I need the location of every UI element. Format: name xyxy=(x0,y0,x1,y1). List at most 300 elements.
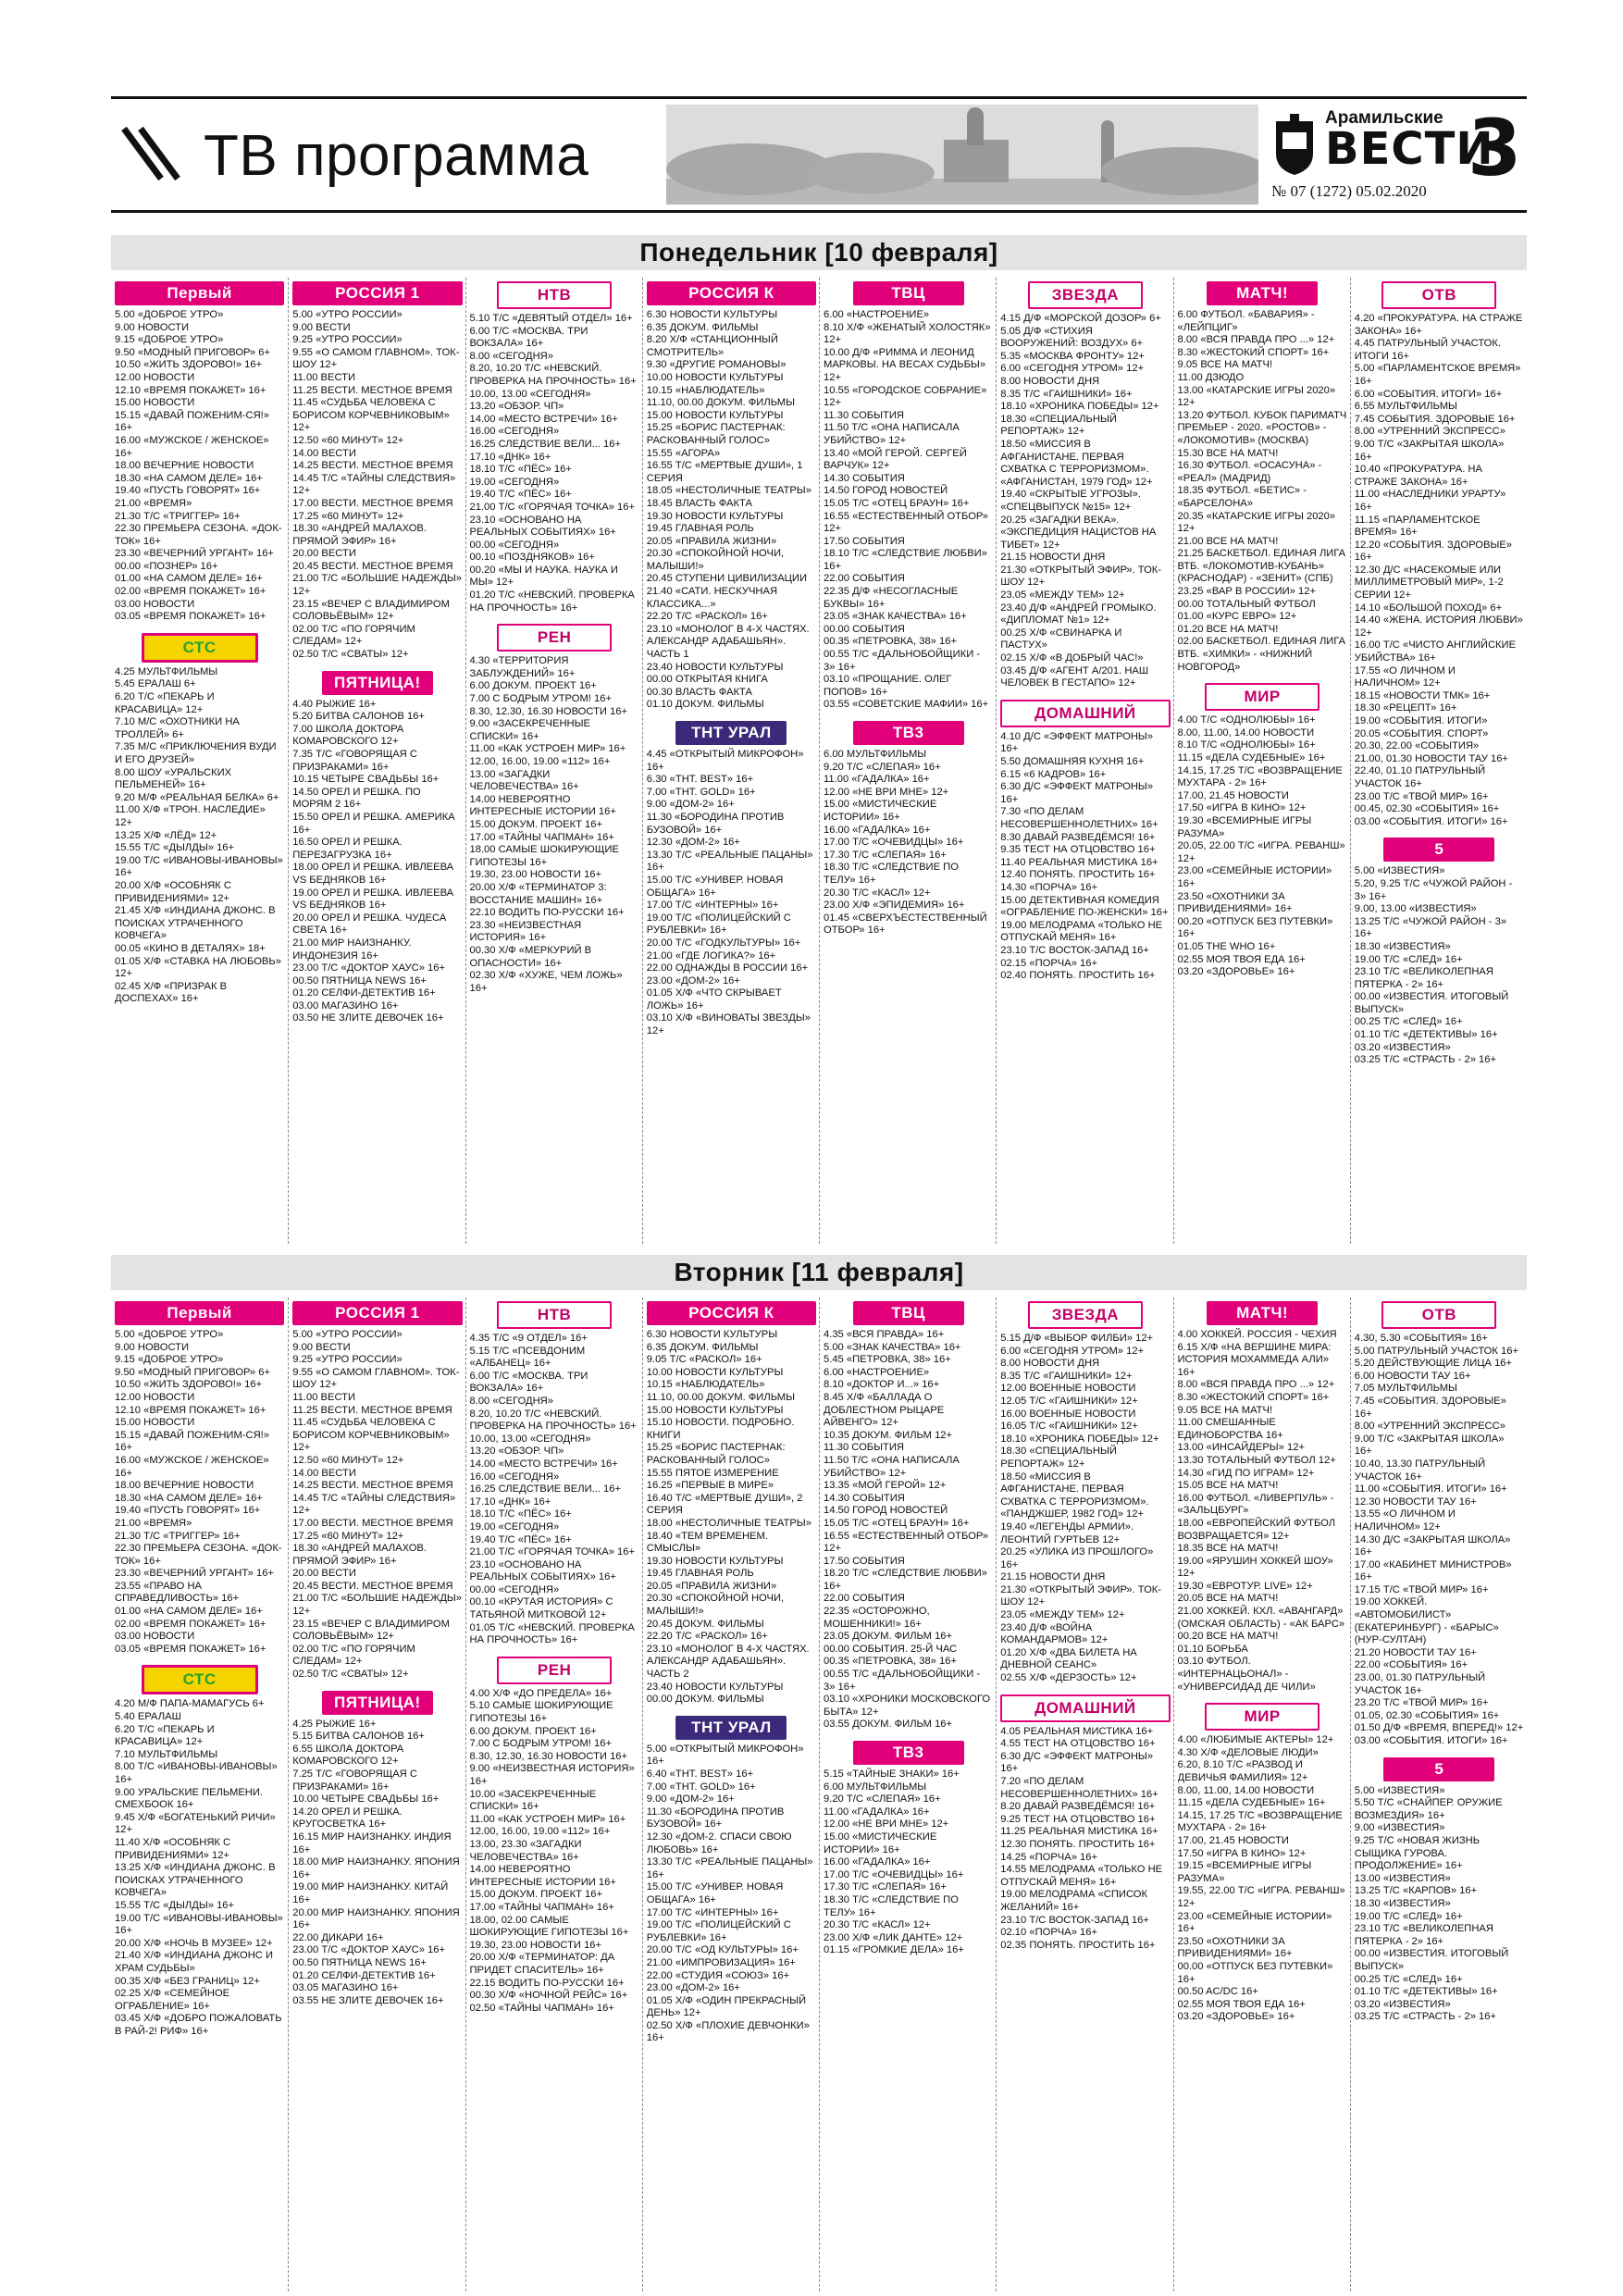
program-item: 8.30 ДАВАЙ РАЗВЕДЁМСЯ! 16+ xyxy=(1000,831,1156,843)
channel-column xyxy=(996,1297,1173,2291)
program-item: 21.40 Х/Ф «ИНДИАНА ДЖОНС И ХРАМ СУДЬБЫ» xyxy=(115,1950,274,1974)
program-item: 11.10, 00.00 ДОКУМ. ФИЛЬМЫ xyxy=(646,397,796,409)
program-item: 13.00 «ИНСАЙДЕРЫ» 12+ xyxy=(1177,1442,1305,1454)
program-item: 14.30 СОБЫТИЯ xyxy=(824,472,905,484)
program-item: 17.00 Т/С «ИНТЕРНЫ» 16+ xyxy=(646,1906,779,1918)
program-item: 17.00 «ТАЙНЫ ЧАПМАН» 16+ xyxy=(469,831,614,843)
program-list xyxy=(1000,731,1170,983)
program-item: 23.00 «ДОМ-2» 16+ xyxy=(646,974,740,987)
program-list xyxy=(470,1688,639,2015)
program-item: 15.00 ДОКУМ. ПРОЕКТ 16+ xyxy=(469,1889,603,1901)
program-item: 20.05 «СОБЫТИЯ. СПОРТ» xyxy=(1354,727,1489,739)
program-list xyxy=(1355,313,1524,828)
program-item: 21.20 НОВОСТИ ТАУ 16+ xyxy=(1354,1646,1477,1658)
program-item: 5.40 ЕРАЛАШ xyxy=(115,1711,181,1723)
program-item: 03.20 «ЗДОРОВЬЕ» 16+ xyxy=(1177,966,1295,978)
program-item: 6.20 Т/С «ПЕКАРЬ И КРАСАВИЦА» 12+ xyxy=(115,1723,215,1748)
program-item: 20.45 СТУПЕНИ ЦИВИЛИЗАЦИИ xyxy=(646,573,808,585)
program-item: 15.00 ДЕТЕКТИВНАЯ КОМЕДИЯ «ОГРАБЛЕНИЕ ПО-ЖЕНСКИ» 16+ xyxy=(1000,894,1169,919)
program-item: 8.00 НОВОСТИ ДНЯ xyxy=(1000,375,1100,387)
program-item: 11.45 «СУДЬБА ЧЕЛОВЕКА С БОРИСОМ КОРЧЕВНИКОВЫМ» 12+ xyxy=(292,397,450,434)
program-item: 9.00, 13.00 «ИЗВЕСТИЯ» xyxy=(1354,903,1477,915)
program-item: 20.30 Т/С «КАСЛ» 12+ xyxy=(824,1919,931,1931)
program-item: 01.10 Т/С «ДЕТЕКТИВЫ» 16+ xyxy=(1354,1029,1498,1041)
program-item: 6.00 Т/С «МОСКВА. ТРИ ВОКЗАЛА» 16+ xyxy=(469,325,588,350)
program-item: 01.05 THE WHO 16+ xyxy=(1177,940,1276,952)
program-item: 12.00 НОВОСТИ xyxy=(115,371,195,383)
program-item: 8.00, 11.00, 14.00 НОВОСТИ xyxy=(1177,726,1315,738)
program-item: 23.00 «СЕМЕЙНЫЕ ИСТОРИИ» 16+ xyxy=(1177,865,1332,889)
program-item: 19.15 «ВСЕМИРНЫЕ ИГРЫ РАЗУМА» xyxy=(1177,1860,1312,1884)
program-item: 10.15 «НАБЛЮДАТЕЛЬ» xyxy=(646,1379,765,1391)
newspaper-page xyxy=(111,96,1527,2044)
program-item: 16.00 «МУЖСКОЕ / ЖЕНСКОЕ» 16+ xyxy=(115,1454,269,1479)
program-item: 8.20 ДАВАЙ РАЗВЕДЁМСЯ! 16+ xyxy=(1000,1801,1156,1813)
program-item: 16.15 МИР НАИЗНАНКУ. ИНДИЯ 16+ xyxy=(292,1831,452,1855)
program-item: 6.00 «СЕГОДНЯ УТРОМ» 12+ xyxy=(1000,1345,1145,1357)
program-item: 4.20 М/Ф ПАПА-МАМАГУСЬ 6+ xyxy=(115,1698,265,1710)
program-item: 02.15 «ПОРЧА» 16+ xyxy=(1000,957,1098,969)
program-item: 19.40 Т/С «ПЁС» 16+ xyxy=(469,1533,572,1545)
program-item: 9.00 Т/С «ЗАКРЫТАЯ ШКОЛА» 16+ xyxy=(1354,1433,1505,1458)
channel-logo: ОТВ xyxy=(1381,281,1496,309)
program-item: 22.00 СОБЫТИЯ xyxy=(824,1593,905,1605)
program-item: 18.00 ОРЕЛ И РЕШКА. ИВЛЕЕВА VS БЕДНЯКОВ 16+ xyxy=(292,862,454,886)
program-item: 03.50 НЕ ЗЛИТЕ ДЕВОЧЕК 16+ xyxy=(292,1012,444,1024)
program-item: 17.10 «ДНК» 16+ xyxy=(469,451,551,463)
program-item: 02.50 Т/С «СВАТЫ» 12+ xyxy=(292,1669,409,1681)
program-item: 9.50 «МОДНЫЙ ПРИГОВОР» 6+ xyxy=(115,1366,270,1378)
program-item: 17.50 СОБЫТИЯ xyxy=(824,535,905,547)
program-item: 18.00 «ЕВРОПЕЙСКИЙ ФУТБОЛ ВОЗВРАЩАЕТСЯ» 12+ xyxy=(1177,1517,1336,1542)
program-item: 7.00 ШКОЛА ДОКТОРА КОМАРОВСКОГО 12+ xyxy=(292,723,404,748)
program-item: 14.00 «МЕСТО ВСТРЕЧИ» 16+ xyxy=(469,1458,618,1470)
program-item: 03.00 НОВОСТИ xyxy=(115,1631,195,1643)
program-item: 16.00 ФУТБОЛ. «ЛИВЕРПУЛЬ» - «ЗАЛЬЦБУРГ» xyxy=(1177,1492,1334,1517)
program-item: 11.00 «КАК УСТРОЕН МИР» 16+ xyxy=(469,743,626,755)
program-item: 00.00 «ИЗВЕСТИЯ. ИТОГОВЫЙ ВЫПУСК» xyxy=(1354,1948,1509,1972)
program-item: 14.00 НЕВЕРОЯТНО ИНТЕРЕСНЫЕ ИСТОРИИ 16+ xyxy=(469,1864,616,1888)
program-item: 12.30 Д/С «НАСЕКОМЫЕ ИЛИ МИЛЛИМЕТРОВЫЙ МИР», 1-2 СЕРИИ 12+ xyxy=(1354,564,1504,602)
program-item: 16.25 «ПЕРВЫЕ В МИРЕ» xyxy=(646,1480,774,1492)
program-item: 6.00 «НАСТРОЕНИЕ» xyxy=(824,1366,930,1378)
program-list xyxy=(1000,1726,1170,1953)
program-item: 10.15 ЧЕТЫРЕ СВАДЬБЫ 16+ xyxy=(292,774,440,786)
program-item: 6.00 «НАСТРОЕНИЕ» xyxy=(824,309,930,320)
program-item: 02.30 Х/Ф «ХУЖЕ, ЧЕМ ЛОЖЬ» 16+ xyxy=(469,970,623,994)
program-item: 6.15 Х/Ф «НА ВЕРШИНЕ МИРА: ИСТОРИЯ МОХАММЕДА АЛИ» 16+ xyxy=(1177,1341,1332,1378)
program-item: 21.00 ХОККЕЙ. КХЛ. «АВАНГАРД» (ОМСКАЯ ОБЛАСТЬ) - «АК БАРС» xyxy=(1177,1606,1345,1630)
program-item: 14.10 «БОЛЬШОЙ ПОХОД» 6+ xyxy=(1354,602,1503,614)
program-item: 23.40 Д/Ф «АНДРЕЙ ГРОМЫКО. «ДИПЛОМАТ №1» 12+ xyxy=(1000,602,1157,627)
program-item: 00.35 «ПЕТРОВКА, 38» 16+ xyxy=(824,636,957,648)
program-item: 00.25 Х/Ф «СВИНАРКА И ПАСТУХ» xyxy=(1000,627,1122,652)
program-item: 19.00 Т/С «СЛЕД» 16+ xyxy=(1354,953,1463,965)
program-item: 01.20 СЕЛФИ-ДЕТЕКТИВ 16+ xyxy=(292,1969,436,1981)
program-item: 16.25 СЛЕДСТВИЕ ВЕЛИ... 16+ xyxy=(469,438,622,450)
program-item: 17.10 «ДНК» 16+ xyxy=(469,1496,551,1508)
program-item: 17.00 ВЕСТИ. МЕСТНОЕ ВРЕМЯ xyxy=(292,1517,453,1529)
program-item: 23.30 «ВЕЧЕРНИЙ УРГАНТ» 16+ xyxy=(115,1568,274,1580)
program-item: 9.00 «ИЗВЕСТИЯ» xyxy=(1354,1822,1445,1834)
program-item: 5.20, 9.25 Т/С «ЧУЖОЙ РАЙОН - 3» 16+ xyxy=(1354,877,1513,902)
program-item: 6.30 Д/С «ЭФФЕКТ МАТРОНЫ» 16+ xyxy=(1000,781,1154,805)
program-item: 9.05 Т/С «РАСКОЛ» 16+ xyxy=(646,1354,762,1366)
program-item: 17.25 «60 МИНУТ» 12+ xyxy=(292,1530,404,1542)
program-item: 18.10 Т/С «ПЁС» 16+ xyxy=(469,1508,572,1520)
program-item: 15.00 Т/С «УНИВЕР. НОВАЯ ОБЩАГА» 16+ xyxy=(646,1881,784,1905)
header-photo xyxy=(666,105,1258,205)
program-item: 23.10 Т/С ВОСТОК-ЗАПАД 16+ xyxy=(1000,944,1149,956)
program-item: 13.20 ФУТБОЛ. КУБОК ПАРИМАТЧ ПРЕМЬЕР - 2020. «РОСТОВ» - «ЛОКОМОТИВ» (МОСКВА) xyxy=(1177,409,1347,446)
program-item: 03.10 ФУТБОЛ. «ИНТЕРНАЦЬОНАЛ» - «УНИВЕРСИДАД ДЕ ЧИЛИ» xyxy=(1177,1656,1316,1693)
program-item: 6.00 ФУТБОЛ. «БАВАРИЯ» - «ЛЕЙПЦИГ» xyxy=(1177,309,1315,333)
program-item: 14.40 «ЖЕНА. ИСТОРИЯ ЛЮБВИ» 12+ xyxy=(1354,614,1523,639)
program-item: 16.00 ВОЕННЫЕ НОВОСТИ xyxy=(1000,1408,1136,1420)
program-item: 02.35 ПОНЯТЬ. ПРОСТИТЬ 16+ xyxy=(1000,1939,1156,1951)
program-item: 02.40 ПОНЯТЬ. ПРОСТИТЬ 16+ xyxy=(1000,970,1156,982)
program-item: 4.35 «ВСЯ ПРАВДА» 16+ xyxy=(824,1329,945,1340)
program-item: 19.00 «СОБЫТИЯ. ИТОГИ» xyxy=(1354,715,1488,726)
program-item: 15.55 ПЯТОЕ ИЗМЕРЕНИЕ xyxy=(646,1467,779,1479)
program-item: 18.00 ВЕЧЕРНИЕ НОВОСТИ xyxy=(115,460,254,472)
day-heading: Понедельник [10 февраля] xyxy=(111,235,1527,270)
channel-logo: МИР xyxy=(1205,1703,1319,1731)
program-item: 15.50 ОРЕЛ И РЕШКА. АМЕРИКА 16+ xyxy=(292,811,455,836)
program-item: 18.00 ВЕЧЕРНИЕ НОВОСТИ xyxy=(115,1480,254,1492)
program-item: 6.00 МУЛЬТФИЛЬМЫ xyxy=(824,749,927,760)
channel-logo: НТВ xyxy=(497,281,612,309)
program-item: 19.00 «СЕГОДНЯ» xyxy=(469,476,560,488)
program-item: 13.00 «ИЗВЕСТИЯ» xyxy=(1354,1872,1451,1884)
program-item: 12.30 НОВОСТИ ТАУ 16+ xyxy=(1354,1496,1477,1508)
program-item: 7.05 МУЛЬТФИЛЬМЫ xyxy=(1354,1383,1457,1395)
program-item: 15.55 «АГОРА» xyxy=(646,447,721,459)
channel-logo: 5 xyxy=(1383,1757,1494,1781)
program-item: 5.00 «ДОБРОЕ УТРО» xyxy=(115,309,224,320)
channel-logo: ЗВЕЗДА xyxy=(1028,281,1143,309)
program-item: 22.35 «ОСТОРОЖНО, МОШЕННИКИ!» 16+ xyxy=(824,1606,930,1630)
program-item: 02.50 Х/Ф «ПЛОХИЕ ДЕВЧОНКИ» 16+ xyxy=(646,2019,810,2044)
program-item: 00.30 ВЛАСТЬ ФАКТА xyxy=(646,686,752,698)
program-item: 8.00 ШОУ «УРАЛЬСКИХ ПЕЛЬМЕНЕЙ» 16+ xyxy=(115,766,232,791)
program-item: 20.05 «ПРАВИЛА ЖИЗНИ» xyxy=(646,535,777,547)
program-item: 19.30, 23.00 НОВОСТИ 16+ xyxy=(469,1939,602,1951)
program-item: 13.25 Х/Ф «ИНДИАНА ДЖОНС. В ПОИСКАХ УТРАЧЕННОГО КОВЧЕГА» xyxy=(115,1862,276,1899)
program-item: 14.50 ОРЕЛ И РЕШКА. ПО МОРЯМ 2 16+ xyxy=(292,786,421,811)
program-item: 9.15 «ДОБРОЕ УТРО» xyxy=(115,334,224,346)
channel-logo: РОССИЯ 1 xyxy=(292,1301,462,1325)
program-item: 12.30 ПОНЯТЬ. ПРОСТИТЬ 16+ xyxy=(1000,1838,1156,1850)
program-item: 23.50 «ОХОТНИКИ ЗА ПРИВИДЕНИЯМИ» 16+ xyxy=(1177,890,1293,915)
program-item: 15.00 НОВОСТИ xyxy=(115,397,195,409)
program-item: 19.00 Т/С «ПОЛИЦЕЙСКИЙ С РУБЛЕВКИ» 16+ xyxy=(646,1919,791,1943)
program-item: 6.30 НОВОСТИ КУЛЬТУРЫ xyxy=(646,1329,778,1340)
program-item: 14.25 «ПОРЧА» 16+ xyxy=(1000,1851,1098,1863)
program-item: 23.10 «МОНОЛОГ В 4-Х ЧАСТЯХ. АЛЕКСАНДР АДАБАШЬЯН». ЧАСТЬ 2 xyxy=(646,1643,810,1681)
program-list xyxy=(1178,714,1347,978)
program-item: 7.20 «ПО ДЕЛАМ НЕСОВЕРШЕННОЛЕТНИХ» 16+ xyxy=(1000,1776,1158,1800)
program-item: 14.45 Т/С «ТАЙНЫ СЛЕДСТВИЯ» 12+ xyxy=(292,472,456,497)
program-item: 23.10 «ОСНОВАНО НА РЕАЛЬНЫХ СОБЫТИЯХ» 16+ xyxy=(469,1558,616,1583)
program-item: 18.30 «РЕЦЕПТ» 16+ xyxy=(1354,702,1457,714)
program-item: 16.00 «ГАДАЛКА» 16+ xyxy=(824,824,931,836)
program-list xyxy=(292,699,462,1025)
program-item: 17.50 СОБЫТИЯ xyxy=(824,1555,905,1567)
program-item: 13.25 Т/С «КАРПОВ» 16+ xyxy=(1354,1885,1478,1897)
program-list xyxy=(824,1769,993,1957)
program-item: 03.05 «ВРЕМЯ ПОКАЖЕТ» 16+ xyxy=(115,1643,266,1655)
program-item: 8.00 «ВСЯ ПРАВДА ПРО ...» 12+ xyxy=(1177,1379,1335,1391)
program-item: 20.30 «СПОКОЙНОЙ НОЧИ, МАЛЫШИ!» xyxy=(646,1593,785,1618)
program-item: 00.00 СОБЫТИЯ xyxy=(824,623,905,635)
program-item: 23.05 «ЗНАК КАЧЕСТВА» 16+ xyxy=(824,611,967,623)
program-item: 9.00 ВЕСТИ xyxy=(292,1341,351,1353)
brand-main: ВЕСТИ xyxy=(1325,123,1494,175)
program-item: 03.25 Т/С «СТРАСТЬ - 2» 16+ xyxy=(1354,1054,1497,1066)
program-item: 00.00 ТОТАЛЬНЫЙ ФУТБОЛ xyxy=(1177,598,1316,610)
program-list xyxy=(1178,1329,1347,1694)
program-list xyxy=(1000,313,1170,690)
program-item: 21.30 «ОТКРЫТЫЙ ЭФИР». ТОК-ШОУ 12+ xyxy=(1000,1583,1162,1608)
program-item: 02.15 Х/Ф «В ДОБРЫЙ ЧАС!» xyxy=(1000,652,1144,664)
program-item: 23.40 НОВОСТИ КУЛЬТУРЫ xyxy=(646,661,784,673)
program-item: 19.00 «СЕГОДНЯ» xyxy=(469,1520,560,1533)
program-item: 13.35 «МОЙ ГЕРОЙ» 12+ xyxy=(824,1480,947,1492)
program-item: 03.05 МАГАЗИНО 16+ xyxy=(292,1982,399,1994)
program-item: 11.00 «СОБЫТИЯ. ИТОГИ» 16+ xyxy=(1354,1483,1507,1496)
program-item: 16.55 «ЕСТЕСТВЕННЫЙ ОТБОР» 12+ xyxy=(824,510,988,535)
program-item: 4.30, 5.30 «СОБЫТИЯ» 16+ xyxy=(1354,1333,1488,1344)
program-item: 17.00 «ТАЙНЫ ЧАПМАН» 16+ xyxy=(469,1901,614,1913)
program-item: 14.00 «МЕСТО ВСТРЕЧИ» 16+ xyxy=(469,413,618,425)
program-item: 4.25 МУЛЬТФИЛЬМЫ xyxy=(115,665,218,677)
program-item: 10.55 «ГОРОДСКОЕ СОБРАНИЕ» 12+ xyxy=(824,384,987,409)
program-item: 19.00 МЕЛОДРАМА «ТОЛЬКО НЕ ОТПУСКАЙ МЕНЯ» 16+ xyxy=(1000,919,1163,944)
program-item: 12.40 ПОНЯТЬ. ПРОСТИТЬ 16+ xyxy=(1000,869,1156,881)
program-item: 7.10 М/С «ОХОТНИКИ НА ТРОЛЛЕЙ» 6+ xyxy=(115,716,240,740)
program-item: 03.10 «ХРОНИКИ МОСКОВСКОГО БЫТА» 12+ xyxy=(824,1694,991,1718)
program-item: 02.50 Т/С «СВАТЫ» 12+ xyxy=(292,649,409,661)
program-item: 20.00 Х/Ф «ТЕРМИНАТОР 3: ВОССТАНИЕ МАШИН» 16+ xyxy=(469,881,607,906)
program-item: 15.55 Т/С «ДЫЛДЫ» 16+ xyxy=(115,842,235,854)
program-item: 8.30, 12.30, 16.30 НОВОСТИ 16+ xyxy=(469,1750,628,1762)
program-item: 4.25 РЫЖИЕ 16+ xyxy=(292,1718,377,1730)
program-item: 8.00 «УТРЕННИЙ ЭКСПРЕСС» xyxy=(1354,426,1505,438)
program-item: 03.00 «СОБЫТИЯ. ИТОГИ» 16+ xyxy=(1354,1735,1508,1746)
program-item: 18.20 Т/С «СЛЕДСТВИЕ ЛЮБВИ» 16+ xyxy=(824,1568,987,1592)
program-list xyxy=(1355,1333,1524,1748)
program-item: 9.20 М/Ф «РЕАЛЬНАЯ БЕЛКА» 6+ xyxy=(115,791,279,803)
program-item: 5.10 Т/С «ДЕВЯТЫЙ ОТДЕЛ» 16+ xyxy=(469,313,633,324)
program-item: 18.15 «НОВОСТИ ТМК» 16+ xyxy=(1354,689,1491,701)
program-item: 14.20 ОРЕЛ И РЕШКА. КРУГОСВЕТКА 16+ xyxy=(292,1806,403,1831)
program-item: 11.00 «КАК УСТРОЕН МИР» 16+ xyxy=(469,1813,626,1825)
program-item: 01.20 Х/Ф «ДВА БИЛЕТА НА ДНЕВНОЙ СЕАНС» xyxy=(1000,1646,1137,1671)
program-item: 00.00 «СЕГОДНЯ» xyxy=(469,539,560,551)
program-list xyxy=(1355,865,1524,1067)
program-item: 00.50 AC/DC 16+ xyxy=(1177,1986,1258,1998)
program-item: 19.00 ХОККЕЙ. «АВТОМОБИЛИСТ» (ЕКАТЕРИНБУРГ) - «БАРЫС» (НУР-СУЛТАН) xyxy=(1354,1596,1499,1646)
program-item: 23.05 ДОКУМ. ФИЛЬМ 16+ xyxy=(824,1631,953,1643)
program-item: 19.55, 22.00 Т/С «ИГРА. РЕВАНШ» 12+ xyxy=(1177,1885,1345,1909)
program-item: 9.00 Т/С «ЗАКРЫТАЯ ШКОЛА» 16+ xyxy=(1354,438,1505,463)
program-item: 21.30 «ОТКРЫТЫЙ ЭФИР». ТОК-ШОУ 12+ xyxy=(1000,564,1162,589)
channel-column xyxy=(819,278,997,1244)
program-item: 11.40 РЕАЛЬНАЯ МИСТИКА 16+ xyxy=(1000,856,1158,868)
program-item: 17.00, 21.45 НОВОСТИ xyxy=(1177,789,1289,801)
program-item: 10.15 «НАБЛЮДАТЕЛЬ» xyxy=(646,384,765,396)
program-item: 12.05 Т/С «ГАИШНИКИ» 12+ xyxy=(1000,1395,1138,1407)
program-item: 21.00 Т/С «БОЛЬШИЕ НАДЕЖДЫ» 12+ xyxy=(292,1593,463,1618)
program-item: 16.55 Т/С «МЕРТВЫЕ ДУШИ», 1 СЕРИЯ xyxy=(646,460,803,484)
channel-column xyxy=(1350,278,1528,1244)
program-item: 4.45 «ОТКРЫТЫЙ МИКРОФОН» 16+ xyxy=(646,749,804,773)
program-item: 8.20 Х/Ф «СТАНЦИОННЫЙ СМОТРИТЕЛЬ» xyxy=(646,334,778,358)
program-item: 13.00 «КАТАРСКИЕ ИГРЫ 2020» 12+ xyxy=(1177,384,1336,409)
channel-column xyxy=(1173,278,1351,1244)
program-item: 18.05 «НЕСТОЛИЧНЫЕ ТЕАТРЫ» xyxy=(646,485,812,497)
program-list xyxy=(824,1329,993,1731)
program-item: 18.10 «ХРОНИКА ПОБЕДЫ» 12+ xyxy=(1000,401,1159,413)
program-item: 22.20 Т/С «РАСКОЛ» 16+ xyxy=(646,1631,768,1643)
program-item: 22.30 ПРЕМЬЕРА СЕЗОНА. «ДОК-ТОК» 16+ xyxy=(115,523,282,547)
program-item: 20.25 «ЗАГАДКИ ВЕКА». «ЭКСПЕДИЦИЯ НАЦИСТОВ НА ТИБЕТ» 12+ xyxy=(1000,514,1157,551)
channel-column xyxy=(111,278,288,1244)
program-item: 16.55 «ЕСТЕСТВЕННЫЙ ОТБОР» 12+ xyxy=(824,1530,988,1555)
program-item: 17.30 Т/С «СЛЕПАЯ» 16+ xyxy=(824,1881,947,1893)
program-item: 19.40 «СКРЫТЫЕ УГРОЗЫ». «СПЕЦВЫПУСК №15» 12+ xyxy=(1000,489,1141,513)
program-item: 9.20 Т/С «СЛЕПАЯ» 16+ xyxy=(824,761,941,773)
program-item: 11.25 РЕАЛЬНАЯ МИСТИКА 16+ xyxy=(1000,1826,1158,1838)
program-item: 01.45 «СВЕРХЪЕСТЕСТВЕННЫЙ ОТБОР» 16+ xyxy=(824,912,987,937)
program-item: 8.30 «ЖЕСТОКИЙ СПОРТ» 16+ xyxy=(1177,1391,1330,1403)
program-item: 00.10 «ПОЗДНЯКОВ» 16+ xyxy=(469,552,595,564)
program-item: 14.30 СОБЫТИЯ xyxy=(824,1492,905,1504)
program-item: 18.30 «СПЕЦИАЛЬНЫЙ РЕПОРТАЖ» 12+ xyxy=(1000,413,1117,438)
program-item: 14.25 ВЕСТИ. МЕСТНОЕ ВРЕМЯ xyxy=(292,460,453,472)
program-item: 12.50 «60 МИНУТ» 12+ xyxy=(292,1454,404,1466)
program-item: 4.30 Х/Ф «ДЕЛОВЫЕ ЛЮДИ» xyxy=(1177,1746,1319,1758)
program-list xyxy=(647,749,816,1038)
program-list xyxy=(115,1329,284,1656)
program-item: 18.10 Т/С «ПЁС» 16+ xyxy=(469,464,572,476)
channel-logo: ТНТ УРАЛ xyxy=(675,721,787,745)
program-item: 01.20 СЕЛФИ-ДЕТЕКТИВ 16+ xyxy=(292,987,436,999)
program-item: 18.00, 02.00 САМЫЕ ШОКИРУЮЩИЕ ГИПОТЕЗЫ 16+ xyxy=(469,1914,629,1939)
program-item: 5.15 Т/С «ПСЕВДОНИМ «АЛБАНЕЦ» 16+ xyxy=(469,1345,586,1370)
program-item: 23.10 «ОСНОВАНО НА РЕАЛЬНЫХ СОБЫТИЯХ» 16+ xyxy=(469,514,616,539)
program-item: 9.55 «О САМОМ ГЛАВНОМ». ТОК-ШОУ 12+ xyxy=(292,346,460,371)
program-item: 03.00 МАГАЗИНО 16+ xyxy=(292,999,399,1011)
program-item: 03.10 Х/Ф «ВИНОВАТЫ ЗВЕЗДЫ» 12+ xyxy=(646,1012,811,1037)
program-item: 9.20 Т/С «СЛЕПАЯ» 16+ xyxy=(824,1793,941,1806)
schedule-grid-monday xyxy=(111,278,1527,1244)
program-item: 6.00 Т/С «МОСКВА. ТРИ ВОКЗАЛА» 16+ xyxy=(469,1370,588,1395)
program-item: 21.00, 01.30 НОВОСТИ ТАУ 16+ xyxy=(1354,752,1508,764)
program-item: 20.30 Т/С «КАСЛ» 12+ xyxy=(824,887,931,899)
program-item: 5.00 «УТРО РОССИИ» xyxy=(292,1329,403,1340)
program-item: 20.35 «КАТАРСКИЕ ИГРЫ 2020» 12+ xyxy=(1177,510,1336,535)
program-item: 7.45 «СОБЫТИЯ. ЗДОРОВЫЕ» 16+ xyxy=(1354,1395,1506,1420)
program-list xyxy=(292,309,462,662)
program-item: 23.00 «СЕМЕЙНЫЕ ИСТОРИИ» 16+ xyxy=(1177,1910,1332,1935)
program-item: 17.00 Т/С «ОЧЕВИДЦЫ» 16+ xyxy=(824,1868,964,1880)
program-item: 10.00, 13.00 «СЕГОДНЯ» xyxy=(469,1433,591,1445)
program-item: 02.00 «ВРЕМЯ ПОКАЖЕТ» 16+ xyxy=(115,1618,266,1630)
program-item: 16.25 СЛЕДСТВИЕ ВЕЛИ... 16+ xyxy=(469,1483,622,1496)
channel-column xyxy=(642,1297,820,2291)
program-item: 6.15 «6 КАДРОВ» 16+ xyxy=(1000,768,1107,780)
program-item: 4.00 «ЛЮБИМЫЕ АКТЕРЫ» 12+ xyxy=(1177,1734,1334,1746)
program-item: 01.15 «ГРОМКИЕ ДЕЛА» 16+ xyxy=(824,1944,964,1956)
program-item: 6.30 НОВОСТИ КУЛЬТУРЫ xyxy=(646,309,778,320)
program-item: 11.00 «ГАДАЛКА» 16+ xyxy=(824,774,930,786)
channel-logo: ТВЦ xyxy=(853,1301,964,1325)
program-item: 22.00 ДИКАРИ 16+ xyxy=(292,1931,384,1943)
program-item: 19.00 Т/С «ИВАНОВЫ-ИВАНОВЫ» 16+ xyxy=(115,1912,283,1937)
channel-column xyxy=(111,1297,288,2291)
channel-logo: МАТЧ! xyxy=(1207,1301,1318,1325)
program-item: 03.00 НОВОСТИ xyxy=(115,598,195,610)
program-item: 11.00 СМЕШАННЫЕ ЕДИНОБОРСТВА 16+ xyxy=(1177,1417,1283,1441)
program-item: 9.25 «УТРО РОССИИ» xyxy=(292,334,403,346)
program-item: 00.50 ПЯТНИЦА NEWS 16+ xyxy=(292,974,427,987)
program-item: 23.00 Т/С «ДОКТОР ХАУС» 16+ xyxy=(292,962,446,974)
program-item: 20.05 ВСЕ НА МАТЧ! xyxy=(1177,1593,1279,1605)
program-item: 03.20 «ИЗВЕСТИЯ» xyxy=(1354,1998,1451,2010)
program-item: 00.55 Т/С «ДАЛЬНОБОЙЩИКИ - 3» 16+ xyxy=(824,649,981,673)
program-item: 00.20 «ОТПУСК БЕЗ ПУТЕВКИ» 16+ xyxy=(1177,915,1333,940)
program-item: 20.00 Т/С «ГОДКУЛЬТУРЫ» 16+ xyxy=(646,937,801,949)
channel-logo: РОССИЯ К xyxy=(647,281,816,305)
program-item: 9.00 УРАЛЬСКИЕ ПЕЛЬМЕНИ. СМЕХБООК 16+ xyxy=(115,1786,264,1811)
program-item: 9.30 «ДРУГИЕ РОМАНОВЫ» xyxy=(646,359,787,371)
program-item: 5.20 БИТВА САЛОНОВ 16+ xyxy=(292,711,425,723)
program-item: 22.35 Д/Ф «НЕСОГЛАСНЫЕ БУКВЫ» 16+ xyxy=(824,586,959,610)
program-item: 19.00 Т/С «ПОЛИЦЕЙСКИЙ С РУБЛЕВКИ» 16+ xyxy=(646,912,791,937)
program-item: 9.00 «ЗАСЕКРЕЧЕННЫЕ СПИСКИ» 16+ xyxy=(469,718,591,742)
program-item: 18.00 «НЕСТОЛИЧНЫЕ ТЕАТРЫ» xyxy=(646,1517,812,1529)
program-item: 03.10 «ПРОЩАНИЕ. ОЛЕГ ПОПОВ» 16+ xyxy=(824,674,952,698)
program-item: 22.00 «СТУДИЯ «СОЮЗ» 16+ xyxy=(646,1969,790,1981)
program-item: 11.00 ВЕСТИ xyxy=(292,1391,356,1403)
program-item: 19.30 «ВСЕМИРНЫЕ ИГРЫ РАЗУМА» xyxy=(1177,814,1312,839)
program-item: 12.30 «ДОМ-2» 16+ xyxy=(646,837,740,849)
program-item: 00.00 «ОТПУСК БЕЗ ПУТЕВКИ» 16+ xyxy=(1177,1960,1333,1985)
program-item: 18.00 САМЫЕ ШОКИРУЮЩИЕ ГИПОТЕЗЫ 16+ xyxy=(469,844,619,868)
program-item: 16.00 «СЕГОДНЯ» xyxy=(469,1471,560,1483)
program-item: 19.00 ОРЕЛ И РЕШКА. ИВЛЕЕВА VS БЕДНЯКОВ 16+ xyxy=(292,887,454,912)
program-item: 8.10 Т/С «ОДНОЛЮБЫ» 16+ xyxy=(1177,739,1316,751)
program-item: 22.00 ОДНАЖДЫ В РОССИИ 16+ xyxy=(646,962,809,974)
program-item: 18.10 «ХРОНИКА ПОБЕДЫ» 12+ xyxy=(1000,1433,1159,1445)
program-item: 9.05 ВСЕ НА МАТЧ! xyxy=(1177,359,1273,371)
program-item: 17.00 ВЕСТИ. МЕСТНОЕ ВРЕМЯ xyxy=(292,497,453,509)
program-item: 13.30 Т/С «РЕАЛЬНЫЕ ПАЦАНЫ» 16+ xyxy=(646,849,813,874)
schedule-grid-tuesday xyxy=(111,1297,1527,2291)
program-list xyxy=(647,1744,816,2045)
program-item: 02.55 МОЯ ТВОЯ ЕДА 16+ xyxy=(1177,1998,1306,2010)
program-list xyxy=(470,313,639,614)
program-item: 20.00 Х/Ф «ТЕРМИНАТОР: ДА ПРИДЕТ СПАСИТЕЛЬ» 16+ xyxy=(469,1952,615,1976)
channel-column xyxy=(1173,1297,1351,2291)
program-item: 20.25 «УЛИКА ИЗ ПРОШЛОГО» 16+ xyxy=(1000,1546,1154,1570)
page-header xyxy=(111,96,1527,213)
program-item: 21.15 НОВОСТИ ДНЯ xyxy=(1000,552,1106,564)
program-item: 8.45 Х/Ф «БАЛЛАДА О ДОБЛЕСТНОМ РЫЦАРЕ АЙВЕНГО» 12+ xyxy=(824,1391,945,1429)
program-item: 20.45 ВЕСТИ. МЕСТНОЕ ВРЕМЯ xyxy=(292,560,453,572)
